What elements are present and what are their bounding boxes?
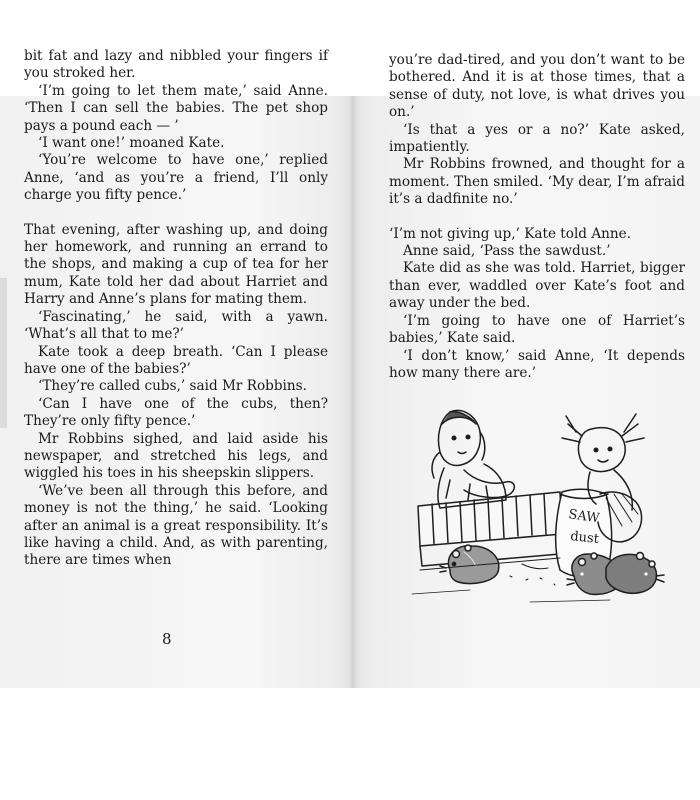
page-number: 8 xyxy=(162,630,172,648)
paragraph: Mr Robbins frowned, and thought for a moment. Then smiled. ‘My dear, I’m afraid it’s a dadfinite no.’ xyxy=(389,156,685,208)
paragraph: ‘You’re welcome to have one,’ replied Anne, ‘and as you’re a friend, I’ll only charge you fifty pence.’ xyxy=(24,152,328,204)
sack-label-saw: SAW xyxy=(567,507,601,527)
paragraph: ‘Can I have one of the cubs, then? They’re only fifty pence.’ xyxy=(24,395,328,430)
paragraph: Kate took a deep breath. ‘Can I please have one of the babies?’ xyxy=(24,343,328,377)
paragraph: ‘Fascinating,’ he said, with a yawn. ‘What’s all that to me?’ xyxy=(24,308,328,343)
paragraph: That evening, after washing up, and doing her homework, and running an errand to the shops, and making a cup of tea for her mum, Kate told her dad about Harriet and Harry and Anne’s plans for mating them. xyxy=(24,221,328,308)
paragraph: you’re dad-tired, and you don’t want to be bothered. And it is at those times, that a sense of duty, not love, is what drives you on.’ xyxy=(389,52,685,121)
paragraph: ‘I’m going to let them mate,’ said Anne. ‘Then I can sell the babies. The pet shop pays a pound each — ’ xyxy=(24,82,328,134)
paragraph: ‘Is that a yes or a no?’ Kate asked, impatiently. xyxy=(389,121,685,156)
hamster-illustration xyxy=(410,394,685,624)
paragraph: ‘I don’t know,’ said Anne, ‘It depends how many there are.’ xyxy=(389,347,685,381)
left-page-text xyxy=(24,48,328,570)
paragraph: Anne said, ‘Pass the sawdust.’ xyxy=(403,243,611,260)
paragraph: ‘They’re called cubs,’ said Mr Robbins. xyxy=(38,378,307,395)
paragraph: ‘We’ve been all through this before, and money is not the thing,’ he said. ‘Looking after an animal is a great responsibility. It’s like having a child. And, as with parenting, there are times when xyxy=(24,482,328,569)
paragraph: Mr Robbins sighed, and laid aside his newspaper, and stretched his legs, and wiggled his toes in his sheepskin slippers. xyxy=(24,430,328,482)
paragraph: ‘I’m going to have one of Harriet’s babies,’ Kate said. xyxy=(389,312,685,347)
book-gutter xyxy=(348,96,358,688)
paragraph: Kate did as she was told. Harriet, bigger than ever, waddled over Kate’s foot and away under the bed. xyxy=(389,260,685,312)
paragraph: ‘I’m not giving up,’ Kate told Anne. xyxy=(389,225,632,242)
paragraph: ‘I want one!’ moaned Kate. xyxy=(38,135,225,152)
page-edge-shadow xyxy=(0,278,7,428)
paragraph: bit fat and lazy and nibbled your fingers if you stroked her. xyxy=(24,48,328,82)
right-page-text xyxy=(389,52,685,382)
sack-label-dust: dust xyxy=(569,529,600,547)
